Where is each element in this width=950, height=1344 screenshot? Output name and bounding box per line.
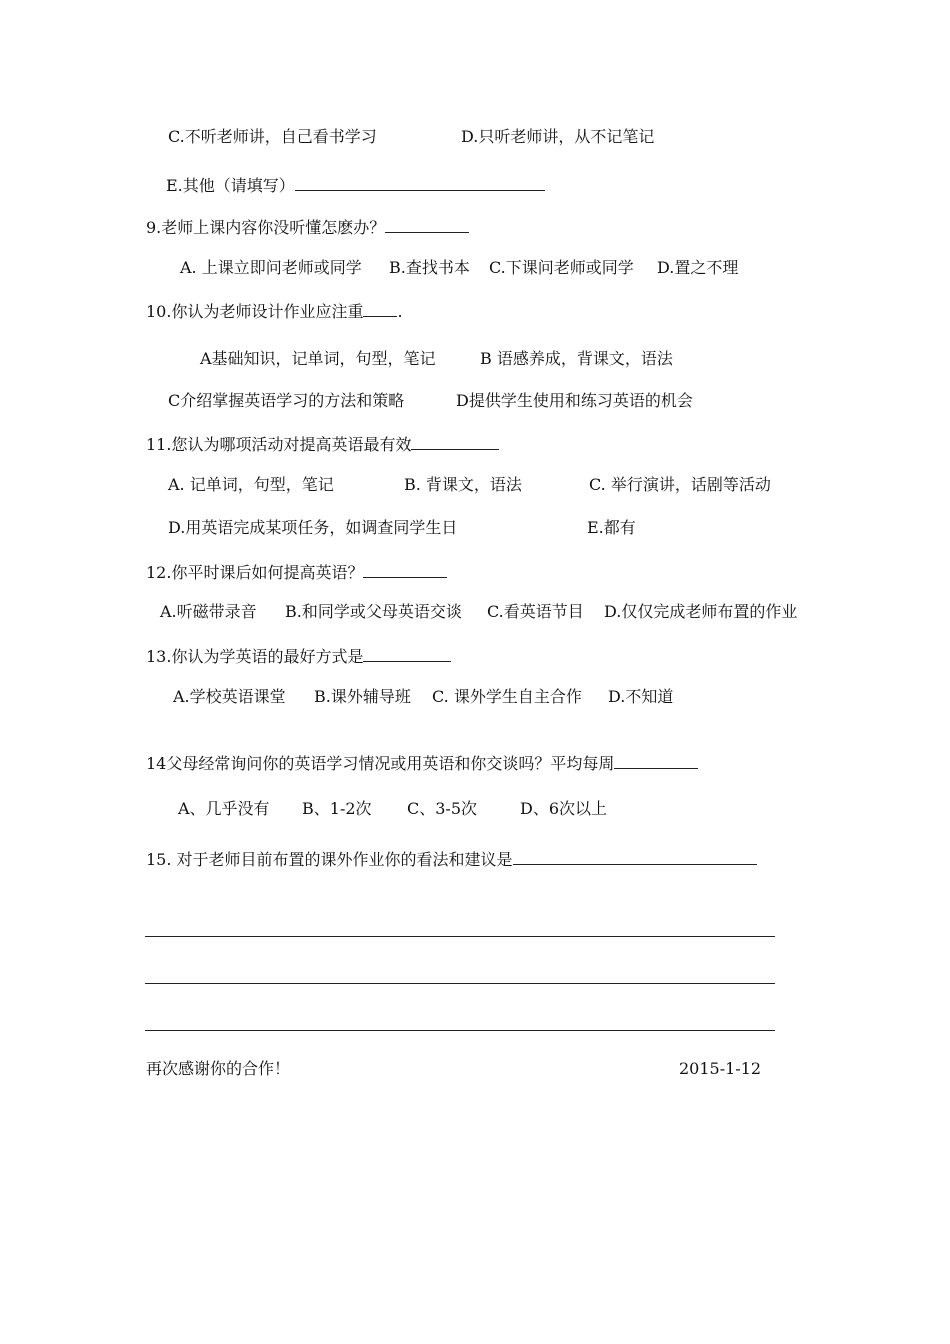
q10-question — [146, 300, 403, 322]
q15-question — [146, 848, 757, 870]
q11-question — [146, 433, 499, 455]
q14-question — [146, 752, 698, 774]
q15-answer-line-3[interactable] — [145, 1030, 775, 1031]
document-date: 2015-1-12 — [679, 1059, 762, 1078]
q12-question — [146, 561, 447, 583]
q9-option-d: D.置之不理 — [657, 258, 739, 277]
q13-option-c: C. 课外学生自主合作 — [432, 687, 582, 706]
q12-question-text: 12.你平时课后如何提高英语？ — [146, 563, 364, 582]
q14-option-a: A、几乎没有 — [178, 799, 270, 818]
q8-option-c: C.不听老师讲，自己看书学习 — [168, 127, 377, 146]
q9-question-text: 9.老师上课内容你没听懂怎麽办？ — [146, 218, 386, 237]
q10-question-text: 10.你认为老师设计作业应注重 — [146, 302, 364, 321]
q13-option-a: A.学校英语课堂 — [173, 687, 286, 706]
q10-option-c: C介绍掌握英语学习的方法和策略 — [168, 391, 405, 410]
q8-fill-blank[interactable] — [295, 174, 545, 191]
q14-question-text: 14父母经常询问你的英语学习情况或用英语和你交谈吗？平均每周 — [146, 754, 615, 773]
thank-you-note: 再次感谢你的合作！ — [146, 1059, 291, 1078]
q10-option-d: D提供学生使用和练习英语的机会 — [456, 391, 693, 410]
q15-answer-line-2[interactable] — [145, 983, 775, 984]
q12-option-a: A.听磁带录音 — [160, 602, 257, 621]
q12-option-b: B.和同学或父母英语交谈 — [285, 602, 462, 621]
q9-answer-blank[interactable] — [385, 216, 469, 233]
q15-answer-blank[interactable] — [513, 848, 757, 865]
q8-option-e-label: E.其他（请填写） — [166, 176, 295, 195]
q8-option-e — [166, 174, 545, 196]
q11-answer-blank[interactable] — [411, 433, 499, 450]
q11-option-d: D.用英语完成某项任务，如调查同学生日 — [168, 518, 458, 537]
q8-option-d: D.只听老师讲，从不记笔记 — [461, 127, 655, 146]
q13-question — [146, 645, 451, 667]
q10-question-end: . — [397, 302, 403, 321]
q10-option-b: B 语感养成，背课文，语法 — [480, 349, 673, 368]
q9-option-b: B.查找书本 — [389, 258, 470, 277]
q12-option-d: D.仅仅完成老师布置的作业 — [604, 602, 798, 621]
q9-option-a: A. 上课立即问老师或同学 — [180, 258, 362, 277]
q11-option-e: E.都有 — [587, 518, 636, 537]
q14-answer-blank[interactable] — [614, 752, 698, 769]
q9-option-c: C.下课问老师或同学 — [489, 258, 634, 277]
q14-option-c: C、3-5次 — [407, 799, 478, 818]
q11-option-c: C. 举行演讲，话剧等活动 — [589, 475, 771, 494]
q14-option-b: B、1-2次 — [302, 799, 372, 818]
q12-option-c: C.看英语节目 — [487, 602, 584, 621]
q14-option-d: D、6次以上 — [520, 799, 608, 818]
q10-answer-blank[interactable] — [363, 300, 397, 317]
q13-question-text: 13.你认为学英语的最好方式是 — [146, 647, 364, 666]
q9-question — [146, 216, 469, 238]
q13-option-b: B.课外辅导班 — [314, 687, 411, 706]
q10-option-a: A基础知识，记单词，句型，笔记 — [200, 349, 436, 368]
q11-option-a: A. 记单词，句型，笔记 — [168, 475, 334, 494]
q13-option-d: D.不知道 — [608, 687, 674, 706]
q13-answer-blank[interactable] — [363, 645, 451, 662]
q11-question-text: 11.您认为哪项活动对提高英语最有效 — [146, 435, 412, 454]
q15-answer-line-1[interactable] — [145, 936, 775, 937]
q12-answer-blank[interactable] — [363, 561, 447, 578]
q15-question-text: 15. 对于老师目前布置的课外作业你的看法和建议是 — [146, 850, 513, 869]
q11-option-b: B. 背课文，语法 — [404, 475, 522, 494]
